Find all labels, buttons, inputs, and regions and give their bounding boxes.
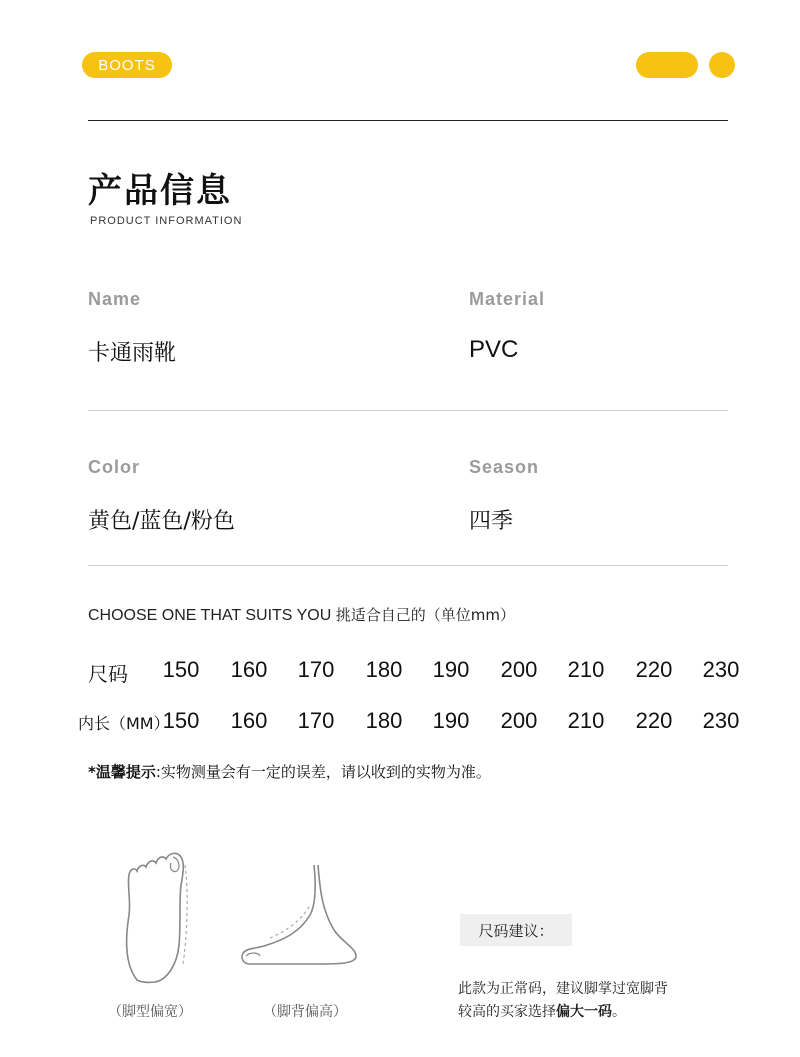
tip-text: :实物测量会有一定的误差，请以收到的实物为准。: [155, 763, 491, 781]
size-cell: 170: [297, 657, 335, 682]
length-cell: 220: [635, 708, 673, 733]
wide-foot-icon: [115, 845, 195, 985]
boots-tag: BOOTS: [82, 52, 172, 78]
length-row-label: 内长（MM）: [78, 714, 170, 733]
top-divider: [88, 120, 728, 121]
advice-emphasis: 偏大一码: [556, 1004, 612, 1020]
season-label: Season: [469, 457, 540, 477]
size-cell: 160: [230, 657, 268, 682]
size-advice-label: 尺码建议：: [460, 914, 572, 946]
material-label: Material: [469, 289, 546, 309]
season-value: 四季: [469, 509, 514, 534]
length-cell: 190: [432, 708, 470, 733]
size-advice-text: [458, 978, 758, 1024]
advice-line-2: [458, 1001, 758, 1024]
length-cell: 170: [297, 708, 335, 733]
size-cell: 230: [702, 657, 740, 682]
name-value: 卡通雨靴: [88, 341, 177, 366]
color-value: 黄色/蓝色/粉色: [88, 509, 235, 534]
size-chart-heading-en: CHOOSE ONE THAT SUITS YOU: [88, 607, 332, 624]
tip-label: *温馨提示: [88, 763, 156, 781]
section-subtitle: PRODUCT INFORMATION: [90, 215, 243, 227]
measurement-tip: [88, 761, 491, 782]
length-cell: 160: [230, 708, 268, 733]
high-instep-caption: （脚背偏高）: [263, 1004, 347, 1020]
material-value: PVC: [469, 336, 519, 363]
size-cell: 200: [500, 657, 538, 682]
advice-line-2-text: 较高的买家选择: [458, 1004, 556, 1020]
color-label: Color: [88, 457, 140, 477]
high-instep-foot-icon: [238, 860, 368, 970]
size-cell: 220: [635, 657, 673, 682]
size-row-label: 尺码: [88, 662, 128, 686]
size-cell: 150: [162, 657, 200, 682]
section-title: 产品信息: [88, 171, 232, 211]
length-cell: 230: [702, 708, 740, 733]
decorative-pill: [636, 52, 698, 78]
size-chart-heading-cn: 挑适合自己的（单位mm）: [335, 606, 515, 624]
name-label: Name: [88, 289, 142, 309]
info-bottom-divider: [88, 565, 728, 566]
size-cell: 210: [567, 657, 605, 682]
info-divider: [88, 410, 728, 411]
advice-line-1: 此款为正常码，建议脚掌过宽脚背: [458, 981, 668, 997]
size-cell: 180: [365, 657, 403, 682]
size-chart-heading: [88, 604, 515, 625]
advice-line-2-end: 。: [612, 1004, 626, 1020]
length-cell: 180: [365, 708, 403, 733]
wide-foot-caption: （脚型偏宽）: [108, 1004, 192, 1020]
decorative-dot: [709, 52, 735, 78]
size-cell: 190: [432, 657, 470, 682]
length-cell: 210: [567, 708, 605, 733]
length-cell: 150: [162, 708, 200, 733]
length-cell: 200: [500, 708, 538, 733]
